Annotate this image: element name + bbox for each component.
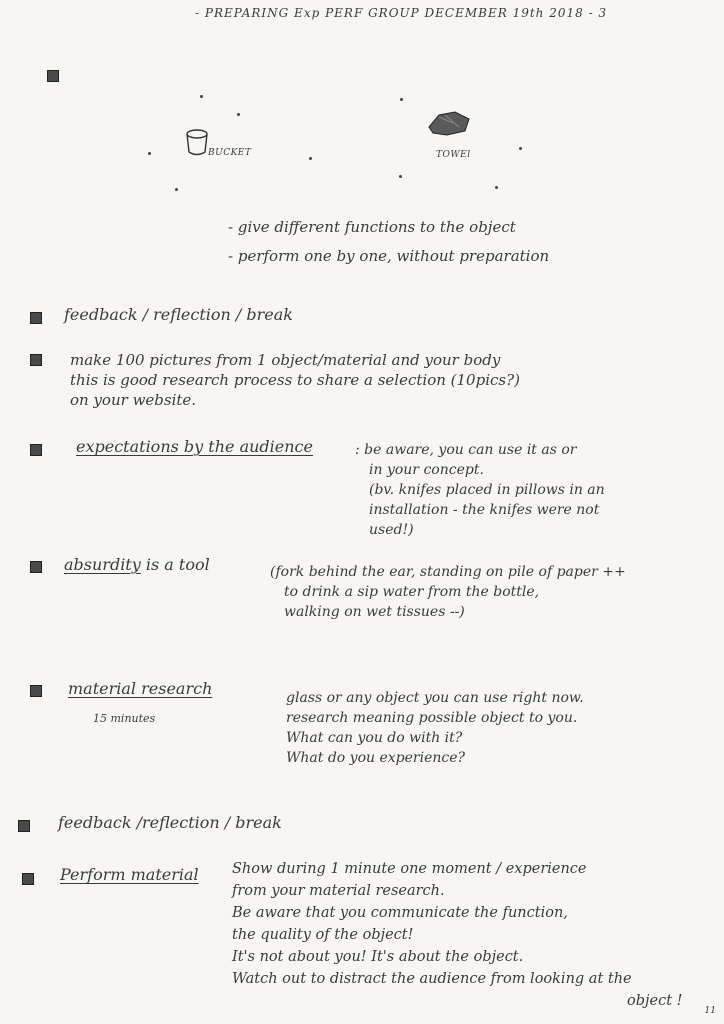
absurdity-underlined: absurdity [64,555,141,574]
section-title-feedback-1: feedback / reflection / break [64,305,293,324]
note-line: used!) [369,522,414,538]
bullet-marker [22,873,34,885]
note-line: Show during 1 minute one moment / experience [232,861,587,877]
sketch-dot [200,95,203,98]
note-line: (bv. knifes placed in pillows in an [369,482,605,498]
absurdity-note [270,562,626,622]
note-line: Watch out to distract the audience from looking at the [232,971,632,987]
material-research-note [286,688,584,768]
sketch-dot [399,175,402,178]
note-line: installation - the knifes were not [369,502,600,518]
note-line: glass or any object you can use right now. [286,690,584,706]
bullet-marker [47,70,59,82]
note-line: make 100 pictures from 1 object/material and your body [70,351,501,369]
bullet-marker [30,685,42,697]
sketch-dot [400,98,403,101]
note-line: this is good research process to share a selection (10pics?) [70,371,520,389]
note-line: from your material research. [232,883,445,899]
perform-material-note [232,858,682,1012]
note-line: object ! [627,993,683,1009]
sketch-dot [237,113,240,116]
expectations-note [355,440,605,540]
section-title-feedback-2: feedback /reflection / break [58,813,282,832]
note-line: What do you experience? [286,750,466,766]
section-title-expectations [76,437,313,456]
perform-material-underlined: Perform material [60,865,199,884]
note-line: Be aware that you communicate the function, [232,905,568,921]
section-title-absurdity [64,555,210,574]
note-line: (fork behind the ear, standing on pile of paper ++ [270,564,626,580]
bullet-marker [30,354,42,366]
intro-line-1: - give different functions to the object [228,218,516,236]
bucket-label: BUCKET [208,148,252,158]
duration-label: 15 minutes [93,712,156,725]
bullet-marker [18,820,30,832]
section-title-material-research [68,679,212,698]
expectations-underlined: expectations by the audience [76,437,313,456]
pictures-note [70,350,520,410]
note-line: research meaning possible object to you. [286,710,578,726]
note-line: What can you do with it? [286,730,463,746]
sketch-dot [519,147,522,150]
sketch-dot [495,186,498,189]
material-research-underlined: material research [68,679,213,698]
note-line: to drink a sip water from the bottle, [284,584,540,600]
absurdity-rest: is a tool [140,555,210,574]
note-line: walking on wet tissues --) [284,604,465,620]
section-title-perform-material [60,865,199,884]
intro-line-2: - perform one by one, without preparation [228,247,550,265]
bullet-marker [30,561,42,573]
note-line: on your website. [70,391,197,409]
note-line: : be aware, you can use it as or [355,442,577,458]
bullet-marker [30,312,42,324]
page-number: 11 [704,1006,716,1016]
note-line: the quality of the object! [232,927,414,943]
page-header: - PREPARING Exp PERF GROUP DECEMBER 19th 2018 - 3 [195,6,608,20]
note-line: in your concept. [369,462,484,478]
sketch-dot [309,157,312,160]
note-line: It's not about you! It's about the object. [232,949,524,965]
towel-sketch-icon [425,109,475,139]
towel-label: TOWEl [436,150,471,160]
sketch-dot [148,152,151,155]
bullet-marker [30,444,42,456]
sketch-dot [175,188,178,191]
